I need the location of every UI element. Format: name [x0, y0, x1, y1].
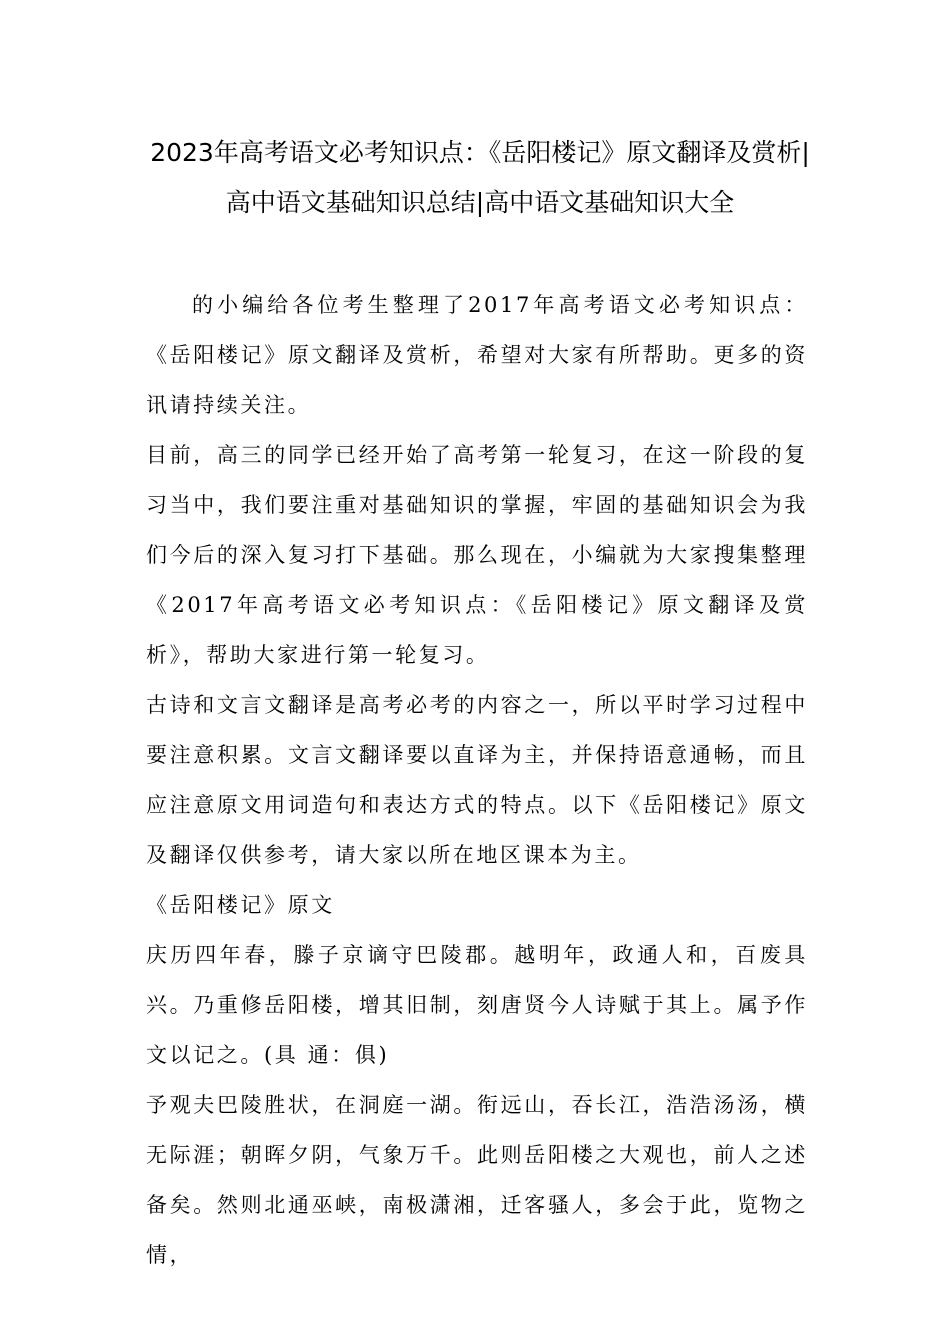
paragraph-original-1: 庆历四年春，滕子京谪守巴陵郡。越明年，政通人和，百废具兴。乃重修岳阳楼，增其旧制，刻唐贤今人诗赋于其上。属予作文以记之。(具 通：俱)	[146, 943, 808, 1067]
paragraph-translation-note: 古诗和文言文翻译是高考必考的内容之一，所以平时学习过程中要注意积累。文言文翻译要以直译为主，并保持语意通畅，而且应注意原文用词造句和表达方式的特点。以下《岳阳楼记》原文及翻译仅供参考，请大家以所在地区课本为主。	[146, 693, 808, 867]
document-body	[146, 280, 808, 1280]
section-heading-original-text: 《岳阳楼记》原文	[146, 893, 335, 917]
document-title: 2023年高考语文必考知识点：《岳阳楼记》原文翻译及赏析|高中语文基础知识总结|高中语文基础知识大全	[150, 138, 810, 217]
paragraph-review: 目前，高三的同学已经开始了高考第一轮复习，在这一阶段的复习当中，我们要注重对基础知识的掌握，牢固的基础知识会为我们今后的深入复习打下基础。那么现在，小编就为大家搜集整理《2017年高考语文必考知识点：《岳阳楼记》原文翻译及赏析》，帮助大家进行第一轮复习。	[146, 443, 808, 667]
paragraph-original-2: 予观夫巴陵胜状，在洞庭一湖。衔远山，吞长江，浩浩汤汤，横无际涯；朝晖夕阴，气象万千。此则岳阳楼之大观也，前人之述备矣。然则北通巫峡，南极潇湘，迁客骚人，多会于此，览物之情，	[146, 1093, 808, 1267]
paragraph-intro: 的小编给各位考生整理了2017年高考语文必考知识点：《岳阳楼记》原文翻译及赏析，希望对大家有所帮助。更多的资讯请持续关注。	[146, 293, 808, 417]
